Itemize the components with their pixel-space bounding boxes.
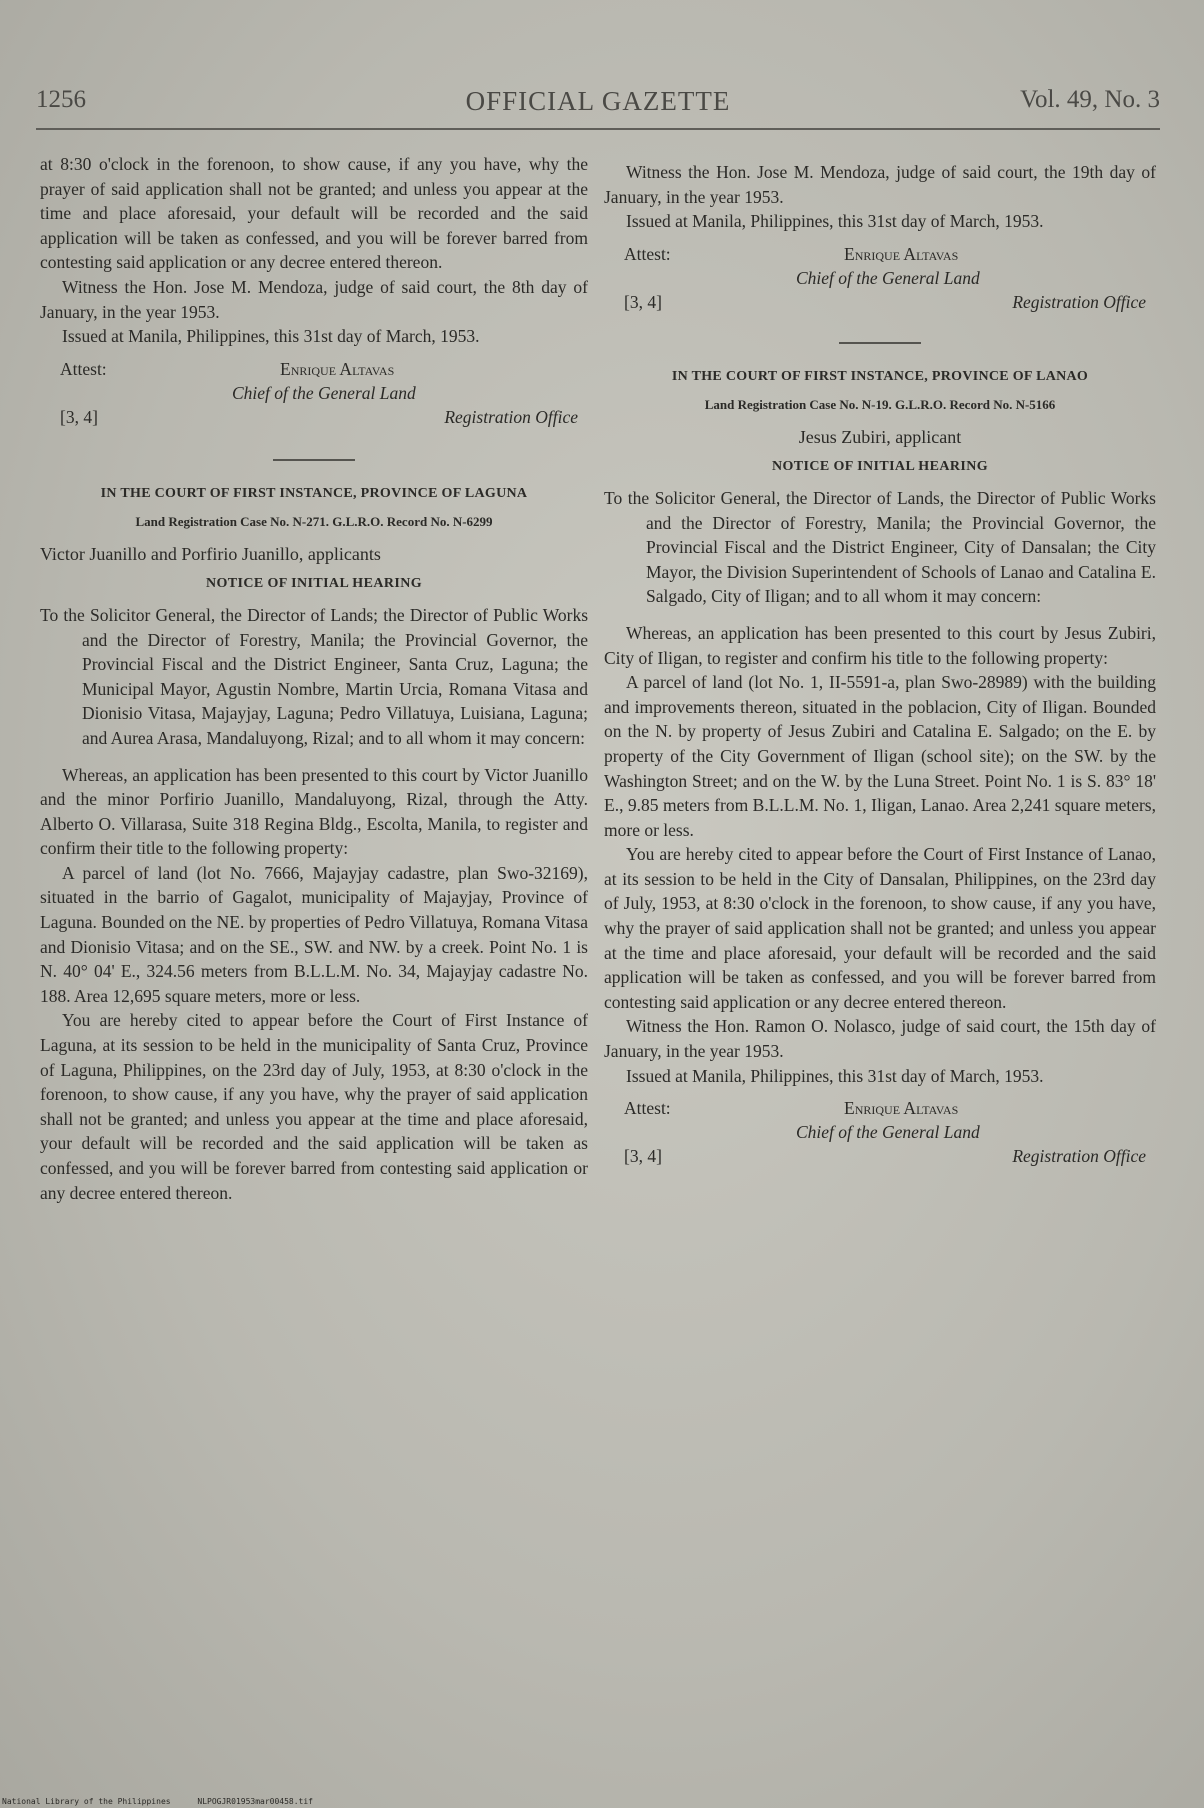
- paragraph: A parcel of land (lot No. 1, II-5591-a, plan Swo-28989) with the building and improvements thereon, situated in the poblacion, City of Iligan. Bounded on the N. by property of Jesus Zubiri and Catalina E. Salgado; on the E. by property of the City Government of Iligan (school site); on the SW. by the Washington Street; and on the W. by the Luna Street. Point No. 1 is S. 83° 18' E., 9.85 meters from B.L.L.M. No. 1, Iligan, Lanao. Area 2,241 square meters, more or less.: [604, 672, 1156, 840]
- case-number: Land Registration Case No. N-271. G.L.R.O. Record No. N-6299: [135, 513, 493, 529]
- scan-footer: [2, 1797, 335, 1806]
- attest-label: Attest:: [624, 243, 671, 264]
- notice-heading: NOTICE OF INITIAL HEARING: [771, 459, 989, 475]
- publication-title: OFFICIAL GAZETTE: [465, 86, 731, 116]
- paragraph: You are hereby cited to appear before the Court of First Instance of Lanao, at its session to be held in the City of Dansalan, Philippines, on the 23rd day of July, 1953, at 8:30 o'clock in the forenoon, to show cause, if any you have, why the prayer of said application shall not be granted; and unless you appear at the time and place aforesaid, your default will be recorded and the said application will be taken as confessed, and you will be forever barred from contesting said application or any decree entered thereon.: [604, 844, 1156, 1012]
- attest-label: Attest:: [60, 358, 107, 379]
- page-header: [36, 86, 1160, 122]
- header-rule: [36, 128, 1160, 130]
- attest-label: Attest:: [624, 1098, 671, 1119]
- attestation-block: [604, 242, 1156, 320]
- right-column: [604, 160, 1156, 1174]
- section-divider: [839, 342, 921, 344]
- paragraph: Whereas, an application has been presented to this court by Victor Juanillo and the minor Porfirio Juanillo, Mandaluyong, Rizal, through the Atty. Alberto O. Villarasa, Suite 318 Regina Bldg., Escolta, Manila, to register and confirm their title to the following property:: [40, 764, 588, 859]
- paragraph: You are hereby cited to appear before the Court of First Instance of Laguna, at its session to be held in the municipality of Santa Cruz, Province of Laguna, Philippines, on the 23rd day of July, 1953, at 8:30 o'clock in the forenoon, to show cause, if any you have, why the prayer of said application shall not be granted; and unless you appear at the time and place aforesaid, your default will be recorded and the said application will be taken as confessed, and you will be forever barred from contesting said application or any decree entered thereon.: [40, 1010, 588, 1203]
- attest-name: Enrique Altavas: [844, 243, 959, 264]
- notice-heading: NOTICE OF INITIAL HEARING: [205, 576, 423, 592]
- paragraph: at 8:30 o'clock in the forenoon, to show cause, if any you have, why the prayer of said application shall not be granted; and unless you appear at the time and place aforesaid, your default will be recorded and the said application will be taken as confessed, and you will be forever barred from contesting said application or any decree entered thereon.: [40, 154, 588, 273]
- file-label: NLPOGJR01953mar00458.tif: [197, 1797, 313, 1806]
- paragraph: Issued at Manila, Philippines, this 31st day of March, 1953.: [626, 1065, 1044, 1086]
- attest-title: Chief of the General Land: [796, 1122, 980, 1143]
- attest-title: Chief of the General Land: [232, 382, 416, 403]
- page-number: 1256: [36, 86, 86, 113]
- section-divider: [273, 459, 355, 461]
- case-number: Land Registration Case No. N-19. G.L.R.O. Record No. N-5166: [704, 396, 1056, 412]
- paragraph: Issued at Manila, Philippines, this 31st day of March, 1953.: [62, 326, 480, 347]
- attestation-block: [40, 357, 588, 437]
- attest-name: Enrique Altavas: [280, 358, 395, 379]
- paragraph: Witness the Hon. Jose M. Mendoza, judge of said court, the 19th day of January, in the year 1953.: [604, 162, 1156, 207]
- issue-tag: [3, 4]: [624, 291, 662, 312]
- attestation-block: [604, 1096, 1156, 1174]
- court-heading: IN THE COURT OF FIRST INSTANCE, PROVINCE OF LANAO: [671, 368, 1089, 384]
- attest-title: Chief of the General Land: [796, 267, 980, 288]
- paragraph: Issued at Manila, Philippines, this 31st day of March, 1953.: [626, 211, 1044, 232]
- applicant-line: Jesus Zubiri, applicant: [798, 426, 962, 447]
- attest-name: Enrique Altavas: [844, 1098, 959, 1119]
- addressees: To the Solicitor General, the Director of Lands; the Director of Public Works and the Director of Forestry, Manila; the Provincial Governor, the Provincial Fiscal and the District Engineer, Santa Cruz, Laguna; the Municipal Mayor, Agustin Nombre, Martin Urcia, Romana Vitasa and Dionisio Vitasa, Majayjay, Laguna; Pedro Villatuya, Luisiana, Laguna; and Aurea Arasa, Mandaluyong, Rizal; and to all whom it may concern:: [40, 604, 588, 748]
- court-heading: IN THE COURT OF FIRST INSTANCE, PROVINCE OF LAGUNA: [100, 485, 528, 501]
- source-label: National Library of the Philippines: [2, 1797, 171, 1806]
- paragraph: Whereas, an application has been presented to this court by Jesus Zubiri, City of Iligan, to register and confirm his title to the following property:: [604, 622, 1156, 668]
- left-column: [40, 152, 588, 1205]
- attest-title: Registration Office: [1012, 291, 1146, 312]
- addressees: To the Solicitor General, the Director of Lands, the Director of Public Works and the Director of Forestry, Manila; the Provincial Governor, the Provincial Fiscal and the District Engineer, City of Dansalan; the City Mayor, the Division Superintendent of Schools of Lanao and Catalina E. Salgado, City of Iligan; and to all whom it may concern:: [604, 487, 1156, 607]
- paragraph: A parcel of land (lot No. 7666, Majayjay cadastre, plan Swo-32169), situated in the barrio of Gagalot, municipality of Majayjay, Province of Laguna. Bounded on the NE. by properties of Pedro Villatuya, Romana Vitasa and Dionisio Vitasa; and on the SE., SW. and NW. by a creek. Point No. 1 is N. 40° 04' E., 324.56 meters from B.L.L.M. No. 34, Majayjay cadastre No. 188. Area 12,695 square meters, more or less.: [40, 862, 588, 1006]
- issue-tag: [3, 4]: [624, 1146, 662, 1167]
- paragraph: Witness the Hon. Jose M. Mendoza, judge of said court, the 8th day of January, in the year 1953.: [40, 276, 588, 322]
- paragraph: Witness the Hon. Ramon O. Nolasco, judge of said court, the 15th day of January, in the year 1953.: [604, 1016, 1156, 1062]
- attest-title: Registration Office: [1012, 1146, 1146, 1167]
- applicants-line: Victor Juanillo and Porfirio Juanillo, applicants: [40, 543, 381, 564]
- volume-number: Vol. 49, No. 3: [1020, 86, 1160, 113]
- issue-tag: [3, 4]: [60, 406, 98, 427]
- attest-title: Registration Office: [444, 406, 578, 427]
